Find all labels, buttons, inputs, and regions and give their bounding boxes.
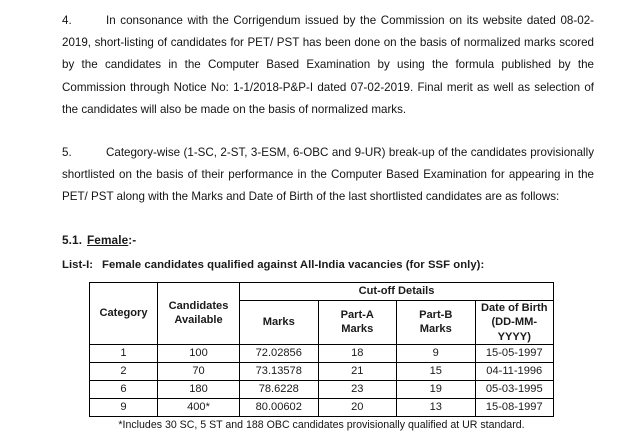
header-candidates-available-line2: Available <box>174 314 223 327</box>
section-heading-5-1 <box>62 231 594 249</box>
cell-candidates-available: 70 <box>158 363 240 381</box>
header-part-b-line1: Part-B <box>419 308 453 321</box>
cell-date-of-birth: 15-08-1997 <box>475 399 554 417</box>
cell-part-a-marks: 20 <box>318 399 397 417</box>
cell-marks: 80.00602 <box>240 399 319 417</box>
cell-marks: 73.13578 <box>240 363 319 381</box>
paragraph-4-number: 4. <box>62 14 72 27</box>
section-title: Female <box>87 232 129 247</box>
list-label: List-I: <box>62 258 94 271</box>
header-candidates-available-line1: Candidates <box>168 299 229 312</box>
table-row <box>90 363 554 381</box>
cell-part-b-marks: 13 <box>397 399 476 417</box>
header-part-a-marks <box>318 300 397 345</box>
header-part-a-line2: Marks <box>341 323 374 336</box>
paragraph-5-text: Category-wise (1-SC, 2-ST, 3-ESM, 6-OBC and 9-UR) break-up of the candidates provisionally shortlisted on the basis of their performance in the Computer Based Examination for appearing in the PET/ PST along with the Marks and Date of Birth of the last shortlisted candidates are as follows: <box>62 146 594 204</box>
header-category: Category <box>90 282 158 345</box>
cell-category: 6 <box>90 381 158 399</box>
cell-category: 9 <box>90 399 158 417</box>
cutoff-table <box>89 282 554 418</box>
paragraph-5-number: 5. <box>62 146 72 160</box>
cell-part-b-marks: 19 <box>397 381 476 399</box>
cell-part-a-marks: 23 <box>318 381 397 399</box>
paragraph-5 <box>62 142 594 209</box>
header-candidates-available <box>158 282 240 345</box>
header-cutoff-details: Cut-off Details <box>240 282 554 300</box>
cell-date-of-birth: 15-05-1997 <box>475 345 554 363</box>
cutoff-table-head <box>90 282 554 345</box>
table-footnote: *Includes 30 SC, 5 ST and 188 OBC candidates provisionally qualified at UR standard. <box>118 419 525 432</box>
cell-part-b-marks: 9 <box>397 345 476 363</box>
paragraph-4 <box>62 10 594 121</box>
cutoff-table-container <box>62 282 594 418</box>
table-header-row-1 <box>90 282 554 300</box>
header-marks: Marks <box>240 300 319 345</box>
table-row <box>90 381 554 399</box>
cell-part-b-marks: 15 <box>397 363 476 381</box>
cell-part-a-marks: 18 <box>318 345 397 363</box>
table-row <box>90 399 554 417</box>
cell-part-a-marks: 21 <box>318 363 397 381</box>
header-part-a-line1: Part-A <box>340 308 374 321</box>
cell-candidates-available: 180 <box>158 381 240 399</box>
section-number: 5.1. <box>62 232 83 247</box>
paragraph-4-text: In consonance with the Corrigendum issued by the Commission on its website dated 08-02-2019, short-listing of candidates for PET/ PST has been done on the basis of normalized marks scored by the candidates in the Computer Based Examination by using the formula published by the Commission through Notice No: 1-1/2018-P&P-I dated 07-02-2019. Final merit as well as selection of the candidates will also be made on the basis of normalized marks. <box>62 14 594 116</box>
header-part-b-marks <box>397 300 476 345</box>
cell-marks: 78.6228 <box>240 381 319 399</box>
table-row <box>90 345 554 363</box>
cell-date-of-birth: 04-11-1996 <box>475 363 554 381</box>
cell-category: 2 <box>90 363 158 381</box>
cell-date-of-birth: 05-03-1995 <box>475 381 554 399</box>
header-part-b-line2: Marks <box>419 323 452 336</box>
cell-candidates-available: 400* <box>158 399 240 417</box>
cell-category: 1 <box>90 345 158 363</box>
header-dob-line2: (DD-MM-YYYY) <box>491 316 538 343</box>
cell-candidates-available: 100 <box>158 345 240 363</box>
list-heading-text: Female candidates qualified against All-India vacancies (for SSF only): <box>102 258 485 271</box>
section-suffix: :- <box>128 232 137 247</box>
header-date-of-birth <box>475 300 554 345</box>
cell-marks: 72.02856 <box>240 345 319 363</box>
list-heading-i <box>62 257 594 273</box>
cutoff-table-body <box>90 345 554 417</box>
header-dob-line1: Date of Birth <box>480 301 548 314</box>
